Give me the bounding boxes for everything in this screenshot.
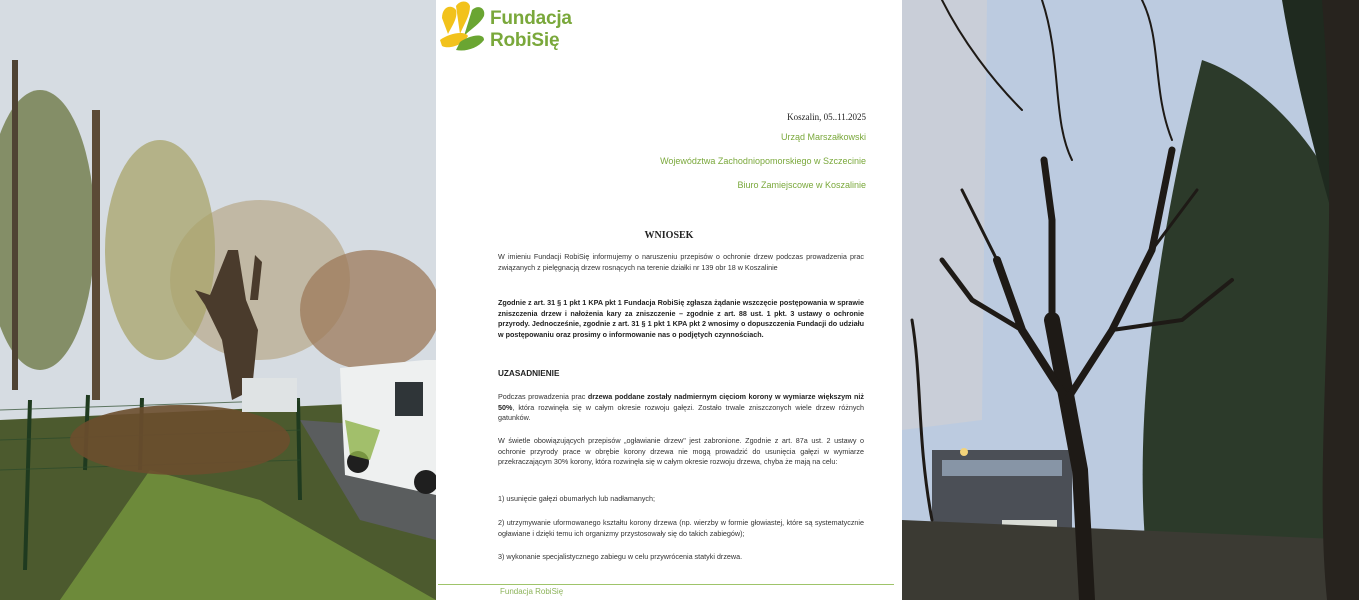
addressee-line-3: Biuro Zamiejscowe w Koszalinie bbox=[737, 180, 866, 190]
just-p1-a: Podczas prowadzenia prac bbox=[498, 392, 588, 401]
photo-left-scene bbox=[0, 0, 436, 600]
list-item-1: 1) usunięcie gałęzi obumarłych lub nadłamanych; bbox=[498, 494, 656, 503]
place-date: Koszalin, 05..11.2025 bbox=[787, 112, 866, 122]
request-text: Zgodnie z art. 31 § 1 pkt 1 KPA pkt 1 Fundacja RobiSię zgłasza żądanie wszczęcie postępowania w sprawie zniszczenia drzew i nałożenia kary za zniszczenie – zgodnie z art. 88 ust. 1 pkt. 3 ustawy o ochronie przyrody. Jednocześnie, zgodnie z art. 31 § 1 pkt 1 KPA pkt 2 wnosimy o dopuszczenia Fundacji do udziału w postępowaniu oraz prosimy o informowanie nas o podjętych czynnościach. bbox=[498, 298, 864, 339]
photo-right-scene bbox=[902, 0, 1359, 600]
photo-left-pruned-trees bbox=[0, 0, 436, 600]
logo-line-1: Fundacja bbox=[490, 8, 572, 29]
fundacja-logo bbox=[438, 0, 598, 56]
addressee-line-1: Urząd Marszałkowski bbox=[780, 132, 866, 142]
document-page bbox=[438, 0, 900, 600]
footer-text: Fundacja RobiSię bbox=[500, 587, 564, 596]
justification-paragraph-2: W świetle obowiązujących przepisów „ogławianie drzew" jest zabronione. Zgodnie z art. 87a ust. 2 ustawy o ochronie przyrody prace w obrębie korony drzewa nie mogą prowadzić do usunięcia gałęzi w wymiarze przekraczającym 30% korony, która rozwinęła się w całym okresie rozwoju drzewa, chyba że mają na celu: bbox=[498, 436, 864, 466]
intro-paragraph: W imieniu Fundacji RobiSię informujemy o naruszeniu przepisów o ochronie drzew podczas prowadzenia prac związanych z pielęgnacją drzew rosnących na terenie działki nr 139 obr 18 w Koszalinie bbox=[498, 252, 864, 272]
just-p1-c: , która rozwinęła się w całym okresie rozwoju gałęzi. Zostało trwale zniszczonych wiele drzew różnych gatunków. bbox=[498, 402, 864, 422]
addressee-line-2: Województwa Zachodniopomorskiego w Szczecinie bbox=[660, 156, 866, 166]
footer-divider bbox=[438, 584, 894, 585]
document-title: WNIOSEK bbox=[644, 230, 694, 241]
section-heading-justification: UZASADNIENIE bbox=[498, 369, 560, 378]
list-item-3: 3) wykonanie specjalistycznego zabiegu w celu przywrócenia statyki drzewa. bbox=[498, 552, 743, 561]
justification-paragraph-1 bbox=[498, 392, 864, 424]
white-van bbox=[340, 360, 436, 495]
photo-right-pruned-trees bbox=[902, 0, 1359, 600]
list-item-2: 2) utrzymywanie uformowanego kształtu korony drzewa (np. wierzby w formie głowiastej, które są systematycznie ogławiane i dzięki temu ich organizmy przystosowały się do takich zabiegów); bbox=[498, 518, 864, 538]
logo-leaf-icon bbox=[438, 0, 490, 56]
request-paragraph bbox=[498, 298, 864, 340]
logo-line-2: RobiSię bbox=[490, 30, 560, 51]
just-p1-bold: drzewa poddane zostały nadmiernym cięciom korony w wymiarze większym niż 50% bbox=[498, 392, 865, 412]
